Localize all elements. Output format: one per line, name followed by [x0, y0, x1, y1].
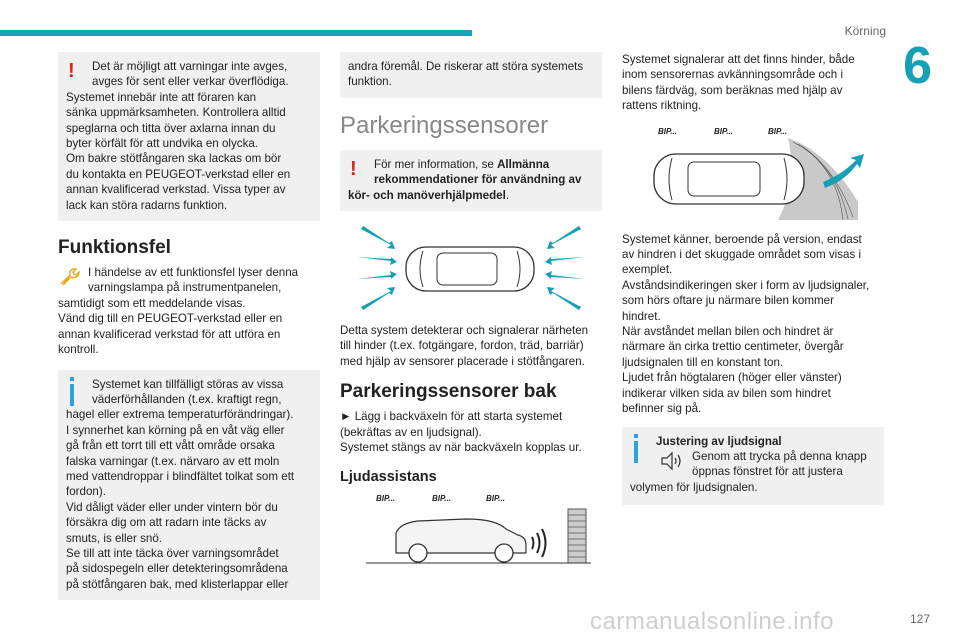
bip-label: BIP...: [714, 126, 733, 136]
column-3: [622, 52, 884, 505]
text-line: Ljudet från högtalaren (höger eller vänster): [622, 371, 842, 385]
column-2: [340, 52, 602, 571]
warn-bold: kör- och manöverhjälpmedel: [348, 188, 506, 202]
text-line: När avståndet mellan bilen och hindret är: [622, 325, 834, 339]
funk-line: varningslampa på instrumentpanelen,: [88, 281, 282, 295]
text-line: Avståndsindikeringen sker i form av ljudsignaler,: [622, 278, 870, 292]
info-box: [58, 370, 320, 601]
warning-line: sänka uppmärksamheten. Kontrollera alltid: [66, 106, 286, 120]
info-line: smuts, is eller snö.: [66, 531, 162, 545]
rear-text: [340, 409, 602, 455]
info-line: Se till att inte täcka över varningsområdet: [66, 546, 279, 560]
rear-zone-illustration: [628, 122, 878, 222]
text-line: närmare än cirka trettio centimeter, övergår: [622, 340, 844, 354]
funk-line: samtidigt som ett meddelande visas.: [58, 296, 246, 310]
warn-bold: Allmänna: [497, 157, 550, 171]
desc-line: till hinder (t.ex. fotgängare, fordon, träd, barriär): [340, 339, 584, 353]
warning-line: lack kan störa radarns funktion.: [66, 198, 228, 212]
text-line: inom sensorernas avkänningsområde och i: [622, 68, 844, 82]
text-line: bilens färdväg, som beräknas med hjälp av: [622, 83, 843, 97]
section-title: Parkeringssensorer: [340, 111, 549, 139]
text-line: ljudsignalen till en konstant ton.: [622, 355, 784, 369]
heading-rear-sensors: Parkeringssensorer bak: [340, 381, 557, 403]
warning-box: [58, 52, 320, 221]
info-line: med vattendroppar i blindfältet tolkat som ett: [66, 469, 295, 483]
bip-label: BIP...: [768, 126, 787, 136]
text-line: exemplet.: [622, 263, 673, 277]
info-line: gå från ett torrt till ett vått område orsaka: [66, 439, 275, 453]
info-line: på sidospegeln eller detekteringsområdena: [66, 562, 288, 576]
column-1: [58, 52, 320, 600]
chapter-number: 6: [903, 37, 932, 95]
warning-line: avges för sent eller verkar överflödiga.: [92, 75, 289, 89]
text-line: rattens riktning.: [622, 99, 702, 113]
section-name: Körning: [844, 24, 886, 38]
bip-label: BIP...: [432, 494, 451, 504]
funk-line: I händelse av ett funktionsfel lyser denna: [88, 266, 299, 280]
info-line: på stötfångaren bak, med klisterlappar eller: [66, 577, 289, 591]
desc-line: med hjälp av sensorer placerade i stötfångaren.: [340, 354, 585, 368]
info-title: Justering av ljudsignal: [656, 434, 782, 448]
info-line: öppnas fönstret för att justera: [692, 465, 843, 479]
text-line: befinner sig på.: [622, 402, 702, 416]
text-line: som hörs oftare ju närmare bilen kommer: [622, 294, 834, 308]
warning-line: du kontakta en PEUGEOT-verkstad eller en: [66, 167, 291, 181]
info-line: hagel eller extrema temperaturförändringar).: [66, 408, 294, 422]
text-line: Systemet känner, beroende på version, endast: [622, 232, 862, 246]
bip-label: BIP...: [486, 494, 505, 504]
continued-box: [340, 52, 602, 98]
warning-line: annan kvalificerad verkstad. Vissa typer av: [66, 183, 286, 197]
text-line: Systemet signalerar att det finns hinder, både: [622, 53, 855, 66]
watermark: carmanualsonline.info: [590, 608, 834, 635]
text-line: av hindren i det skuggade området som visas i: [622, 248, 862, 262]
funk-line: annan kvalificerad verkstad för att utföra en: [58, 327, 281, 341]
warning-icon: !: [350, 157, 357, 180]
info-line: I synnerhet kan körning på en våt väg eller: [66, 423, 285, 437]
text-line: indikerar vilken sida av bilen som hindret: [622, 386, 831, 400]
car-sensors-illustration: [351, 221, 591, 313]
funk-line: kontroll.: [58, 343, 99, 357]
info-line: Genom att trycka på denna knapp: [692, 449, 867, 463]
warning-line: Det är möjligt att varningar inte avges,: [92, 60, 288, 73]
funktionsfel-text: [58, 265, 320, 357]
warning-line: byter körfält för att undvika en olycka.: [66, 137, 259, 151]
cont-line: andra föremål. De riskerar att störa systemets: [348, 60, 584, 73]
page-number: 127: [909, 612, 930, 626]
rear-line: Systemet stängs av när backväxeln kopplas ur.: [340, 441, 582, 455]
speaker-icon: [660, 451, 686, 471]
text-line: hindret.: [622, 309, 661, 323]
warning-line: Om bakre stötfångaren ska lackas om bör: [66, 152, 282, 166]
text-block-2: [622, 232, 884, 417]
rear-line: (bekräftas av en ljudsignal).: [340, 425, 482, 439]
warning-icon: !: [68, 60, 75, 82]
funk-line: Vänd dig till en PEUGEOT-verkstad eller en: [58, 312, 283, 326]
info-line: försäkra dig om att radarn inte täcks av: [66, 516, 267, 530]
info-line: Systemet kan tillfälligt störas av vissa: [92, 377, 284, 391]
text-block-1: [622, 52, 884, 114]
description: [340, 323, 602, 369]
warning-line: Systemet innebär inte att föraren kan: [66, 90, 257, 104]
top-accent-bar: [0, 30, 472, 36]
warn-text: För mer information, se: [374, 157, 498, 171]
rear-parking-illustration: [346, 491, 596, 571]
info-line: Vid dåligt väder eller under vintern bör du: [66, 500, 278, 514]
desc-line: Detta system detekterar och signalerar närheten: [340, 324, 589, 338]
warn-text: .: [505, 188, 510, 202]
info-icon: [70, 377, 74, 407]
rear-line: ► Lägg i backväxeln för att starta systemet: [340, 410, 563, 424]
info-line: fordon).: [66, 485, 106, 499]
info-line: falska varningar (t.ex. närvaro av ett moln: [66, 454, 280, 468]
bip-label: BIP...: [376, 494, 395, 504]
heading-ljudassistans: Ljudassistans: [340, 469, 437, 486]
bip-label: BIP...: [658, 126, 677, 136]
cont-line: funktion.: [348, 75, 392, 89]
warning-line: speglarna och titta över axlarna innan du: [66, 121, 276, 135]
info-line: volymen för ljudsignalen.: [630, 480, 758, 494]
wrench-warning-icon: [58, 265, 80, 287]
info-line: väderförhållanden (t.ex. kraftigt regn,: [92, 392, 282, 406]
warning-box: [340, 150, 602, 211]
heading-funktionsfel: Funktionsfel: [58, 237, 171, 259]
warn-bold: rekommendationer för användning av: [374, 173, 582, 187]
info-box: [622, 427, 884, 506]
